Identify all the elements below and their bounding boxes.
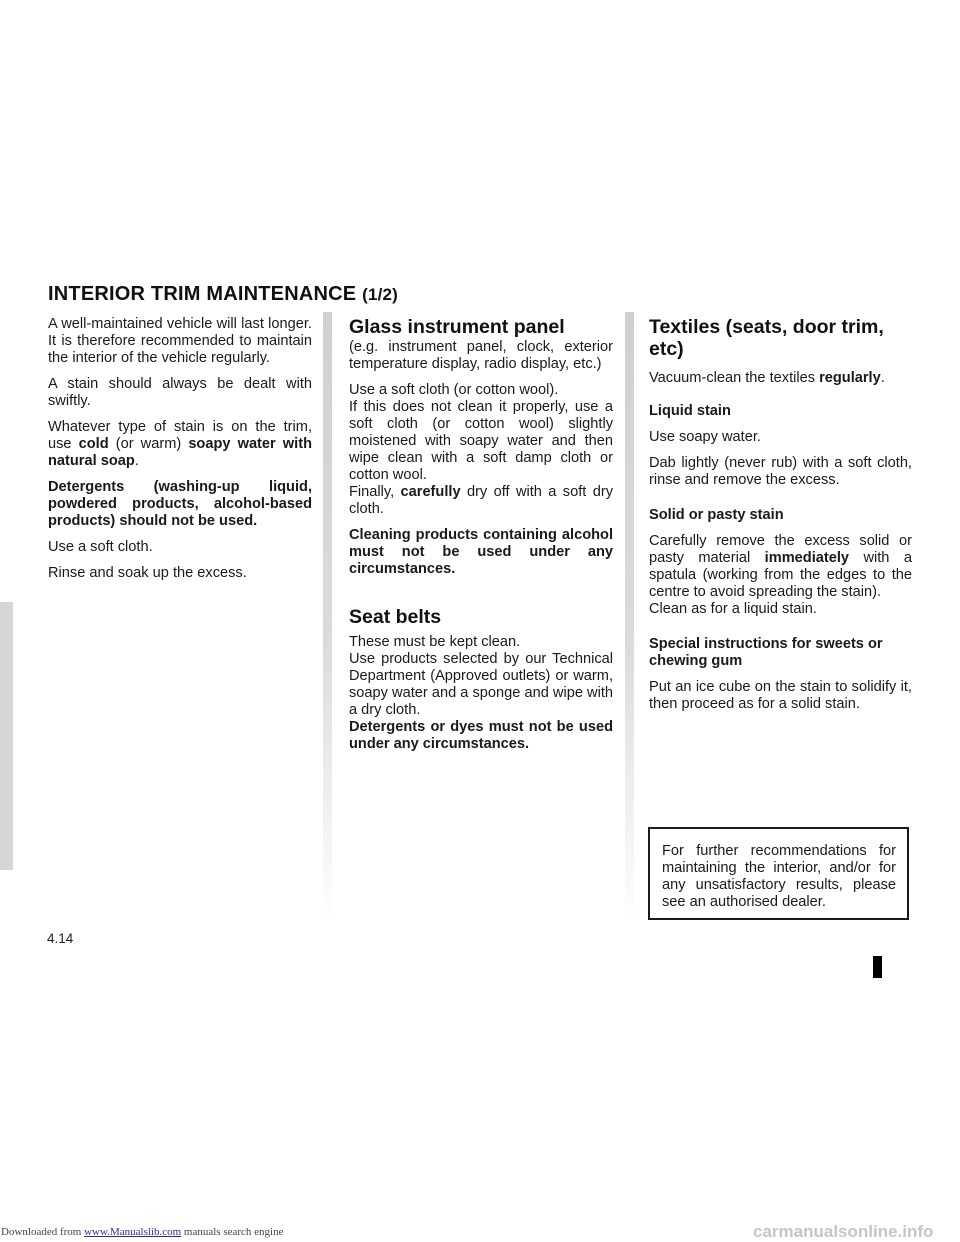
liquid-stain-heading: Liquid stain	[649, 403, 731, 419]
intro-paragraph: Rinse and soak up the excess.	[48, 565, 247, 581]
site-watermark: carmanualsonline.info	[753, 1222, 934, 1241]
glass-panel-heading: Glass instrument panel	[349, 316, 565, 338]
glass-panel-section	[349, 316, 613, 578]
intro-paragraph: A stain should always be dealt with swiftly.	[48, 376, 312, 409]
page-title-text: INTERIOR TRIM MAINTENANCE	[48, 283, 357, 305]
glass-panel-subtitle: (e.g. instrument panel, clock, exterior temperature display, radio display, etc.)	[349, 339, 613, 372]
solid-stain-heading: Solid or pasty stain	[649, 507, 784, 523]
recommendation-note-text: For further recommendations for maintaining the interior, and/or for any unsatisfactory results, please see an authorised dealer.	[662, 843, 896, 910]
download-banner: Downloaded from www.Manualslib.com manuals search engine	[1, 1226, 284, 1238]
solid-stain-text: Carefully remove the excess solid or pasty material immediately with a spatula (working from the edges to the centre to avoid spreading the stain). Clean as for a liquid stain.	[649, 533, 912, 617]
seat-belts-warning: Detergents or dyes must not be used under any circumstances.	[349, 719, 613, 752]
textiles-column	[649, 316, 912, 722]
intro-paragraph: Use a soft cloth.	[48, 539, 153, 555]
manualslib-link[interactable]: www.Manualslib.com	[84, 1226, 182, 1238]
liquid-stain-text: Dab lightly (never rub) with a soft cloth, rinse and remove the excess.	[649, 455, 912, 488]
sweets-text: Put an ice cube on the stain to solidify it, then proceed as for a solid stain.	[649, 679, 912, 712]
emphasis-soapy-water: soapy water with natural soap	[48, 436, 312, 469]
section-end-marker	[873, 956, 882, 978]
seat-belts-section	[349, 606, 613, 753]
intro-column	[48, 316, 312, 591]
textiles-heading: Textiles (seats, door trim, etc)	[649, 316, 884, 360]
glass-and-belts-column	[349, 316, 613, 762]
emphasis-cold: cold	[78, 436, 109, 452]
textiles-intro: Vacuum-clean the textiles regularly.	[649, 370, 885, 386]
page-title	[48, 283, 398, 306]
seat-belts-instructions: These must be kept clean. Use products selected by our Technical Department (Approved outlets) or warm, soapy water and a sponge and wipe with a dry cloth. Detergents or dyes must not be used under any circumstances.	[349, 634, 613, 752]
intro-paragraph: A well-maintained vehicle will last longer. It is therefore recommended to maintain the interior of the vehicle regularly.	[48, 316, 312, 366]
recommendation-note-box	[648, 827, 909, 920]
glass-panel-instructions: Use a soft cloth (or cotton wool). If this does not clean it properly, use a soft cloth (or cotton wool) slightly moistened with soapy water and then wipe clean with a soft damp cloth or cotton wool. Finally, carefully dry off with a soft dry cloth.	[349, 382, 613, 517]
glass-panel-warning: Cleaning products containing alcohol must not be used under any circumstances.	[349, 527, 613, 577]
seat-belts-heading: Seat belts	[349, 606, 442, 628]
intro-paragraph: Whatever type of stain is on the trim, use cold (or warm) soapy water with natural soap.	[48, 419, 312, 469]
liquid-stain-text: Use soapy water.	[649, 429, 761, 445]
column-divider-2	[625, 312, 634, 922]
page-number: 4.14	[47, 931, 74, 946]
page-title-part: (1/2)	[362, 285, 399, 304]
chapter-tab	[0, 602, 13, 870]
detergent-warning: Detergents (washing-up liquid, powdered products, alcohol-based products) should not be used.	[48, 479, 312, 529]
sweets-heading: Special instructions for sweets or chewing gum	[649, 636, 883, 669]
column-divider-1	[323, 312, 332, 922]
